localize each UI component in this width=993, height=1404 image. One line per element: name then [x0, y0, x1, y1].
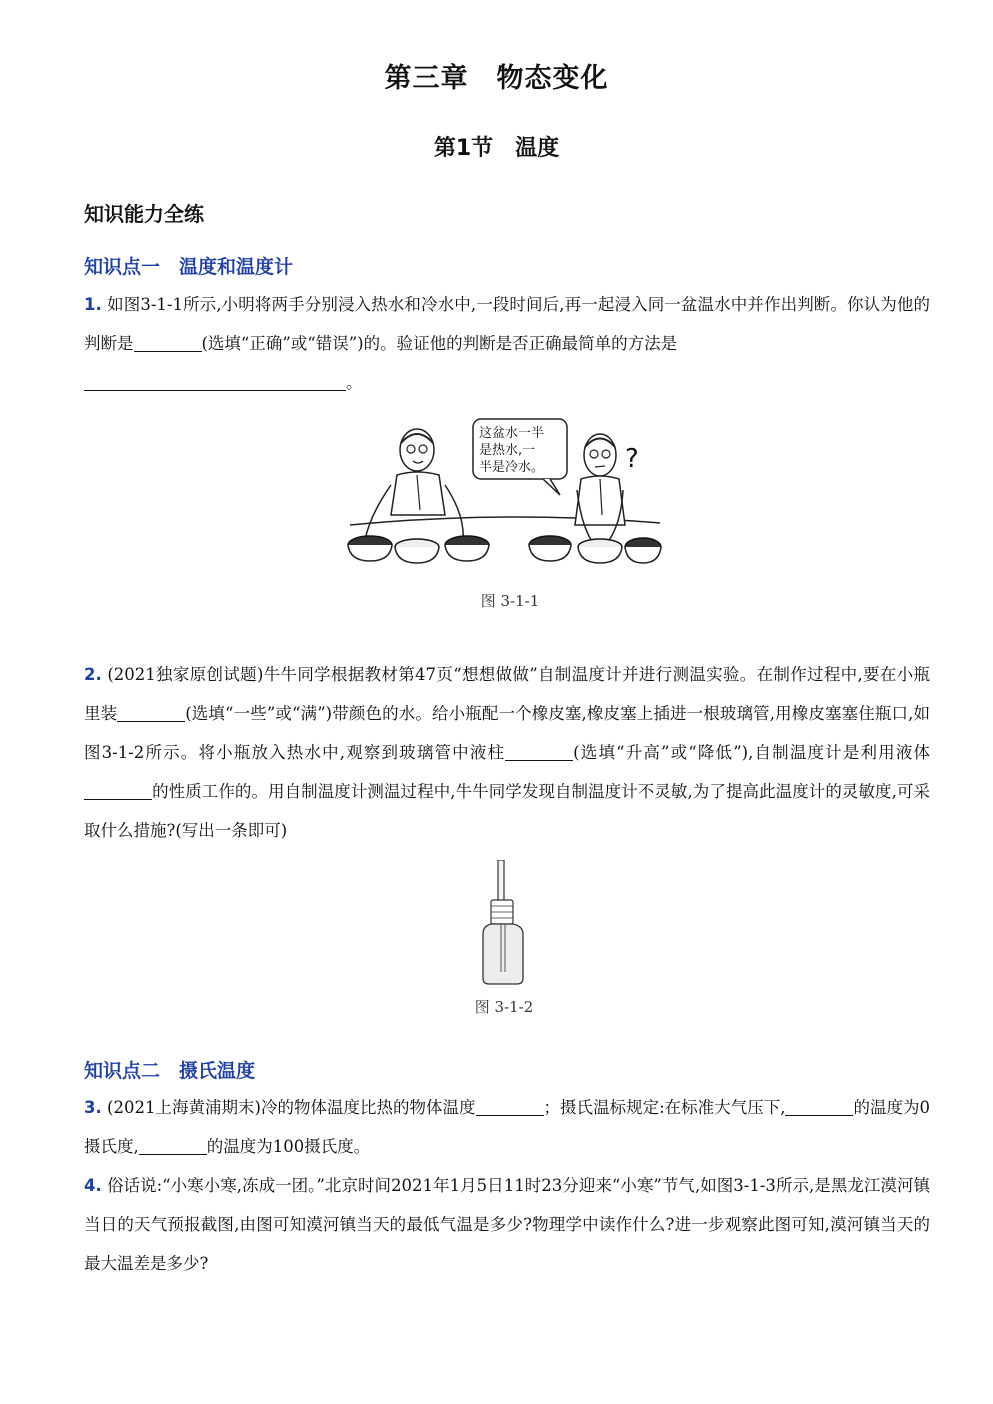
knowledge-point-2-title: 知识点二 摄氏温度: [84, 1060, 256, 1082]
question-2-text-a: (2021独家原创试题)牛牛同学根据教材第47页“想想做做”自制温度计并进行测温实验。在制作过程中,要在小瓶里装: [84, 665, 930, 723]
section-title: 第1节 温度: [433, 136, 560, 161]
speech-line-1: 这盆水一半: [479, 426, 545, 441]
question-1-number: 1.: [84, 295, 102, 314]
chapter-title: 第三章 物态变化: [384, 63, 609, 94]
question-3-text-c: 的温度为0摄氏度,: [84, 1098, 931, 1156]
question-3-blank-2[interactable]: [785, 1097, 853, 1116]
figure-3-1-1-illustration: [345, 415, 665, 575]
question-2: [84, 655, 930, 850]
question-mark-glyph: ?: [625, 444, 639, 474]
question-3-blank-1[interactable]: [476, 1097, 544, 1116]
question-3-text-a: (2021上海黄浦期末)冷的物体温度比热的物体温度: [107, 1098, 476, 1117]
question-3-text-d: 的温度为100摄氏度。: [206, 1137, 371, 1156]
question-2-number: 2.: [84, 665, 102, 684]
speech-line-2: 是热水,一: [479, 443, 536, 458]
question-1-text-c: 。: [346, 373, 363, 392]
question-2-text-b: (选填“一些”或“满”)带颜色的水。给小瓶配一个橡皮塞,橡皮塞上插进一根玻璃管,用橡皮塞塞住瓶口,如图3-1-2所示。将小瓶放入热水中,观察到玻璃管中液柱: [84, 704, 930, 762]
question-3-number: 3.: [84, 1098, 102, 1117]
question-4: [84, 1166, 930, 1283]
question-3: [84, 1088, 930, 1166]
part-title: 知识能力全练: [84, 202, 204, 226]
question-3-blank-3[interactable]: [139, 1136, 207, 1155]
question-2-text-d: 的性质工作的。用自制温度计测温过程中,牛牛同学发现自制温度计不灵敏,为了提高此温度计的灵敏度,可采取什么措施?(写出一条即可): [84, 782, 930, 840]
right-man-drawing: [575, 434, 625, 543]
figure-3-1-1-caption: 图 3-1-1: [480, 592, 540, 610]
figure-3-1-2: [478, 860, 528, 990]
figure-3-1-2-caption: 图 3-1-2: [474, 998, 534, 1016]
left-man-drawing: [365, 429, 463, 540]
question-1-blank-1[interactable]: [134, 333, 202, 352]
question-1-text-a: 如图3-1-1所示,小明将两手分别浸入热水和冷水中,一段时间后,再一起浸入同一盆温水中并作出判断。你认为他的判断是: [84, 295, 930, 353]
speech-line-3: 半是冷水。: [479, 460, 545, 475]
question-2-blank-2[interactable]: [505, 742, 573, 761]
question-1-blank-2[interactable]: [84, 372, 346, 391]
question-4-number: 4.: [84, 1176, 102, 1195]
question-2-text-c: (选填“升高”或“降低”),自制温度计是利用液体: [573, 743, 930, 762]
question-1: [84, 285, 930, 402]
question-4-text: 俗话说:“小寒小寒,冻成一团。”北京时间2021年1月5日11时23分迎来“小寒”节气,如图3-1-3所示,是黑龙江漠河镇当日的天气预报截图,由图可知漠河镇当天的最低气温是多少?物理学中读作什么?进一步观察此图可知,漠河镇当天的最大温差是多少?: [84, 1176, 930, 1273]
figure-3-1-1: [345, 415, 665, 575]
question-2-blank-1[interactable]: [117, 703, 185, 722]
bottle-thermometer-illustration: [478, 860, 528, 990]
knowledge-point-1-title: 知识点一 温度和温度计: [84, 256, 294, 278]
question-3-text-b: ；摄氏温标规定:在标准大气压下,: [543, 1098, 786, 1117]
question-1-text-b: (选填“正确”或“错误”)的。验证他的判断是否正确最简单的方法是: [201, 334, 678, 353]
question-2-blank-3[interactable]: [84, 781, 152, 800]
